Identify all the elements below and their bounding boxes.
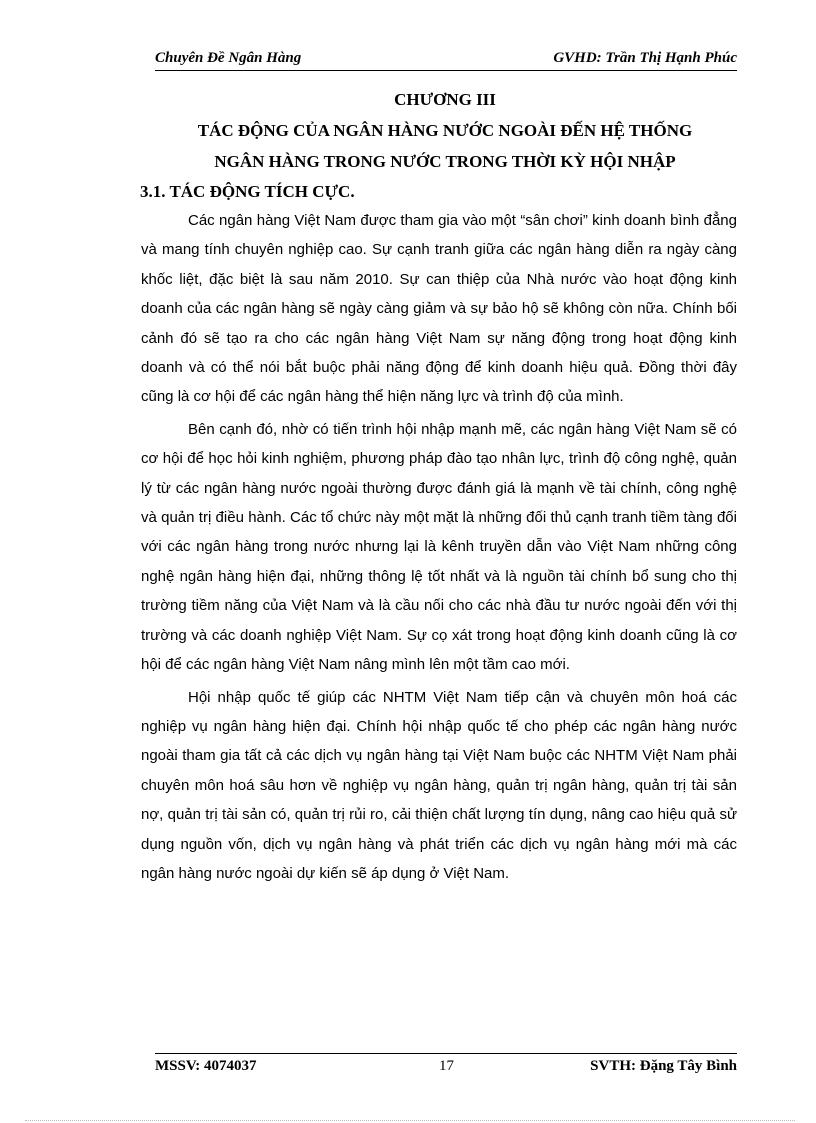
section-heading: 3.1. TÁC ĐỘNG TÍCH CỰC.: [140, 182, 355, 201]
paragraph-1: Các ngân hàng Việt Nam được tham gia vào một “sân chơi” kinh doanh bình đẳng và mang tính chuyên nghiệp cao. Sự cạnh tranh giữa các ngân hàng diễn ra ngày càng khốc liệt, đặc biệt là sau năm 2010. Sự can thiệp của Nhà nước vào hoạt động kinh doanh của các ngân hàng sẽ ngày càng giảm và sự bảo hộ sẽ không còn nữa. Chính bối cảnh đó sẽ tạo ra cho các ngân hàng Việt Nam sự năng động trong hoạt động kinh doanh và có thể nói bắt buộc phải năng động để kinh doanh hiệu quả. Đồng thời đây cũng là cơ hội để các ngân hàng thể hiện năng lực và trình độ của mình.: [141, 212, 737, 406]
page-number: 17: [439, 1058, 454, 1074]
footer-student-name: SVTH: Đặng Tây Bình: [590, 1058, 737, 1074]
page-bottom-divider: [25, 1120, 795, 1121]
paragraph-2: Bên cạnh đó, nhờ có tiến trình hội nhập mạnh mẽ, các ngân hàng Việt Nam sẽ có cơ hội để học hỏi kinh nghiệm, phương pháp đào tạo nhân lực, trình độ công nghệ, quản lý từ các ngân hàng nước ngoài thường được đánh giá là mạnh về tài chính, công nghệ và quản trị điều hành. Các tổ chức này một mặt là những đối thủ cạnh tranh tiềm tàng đối với các ngân hàng trong nước nhưng lại là kênh truyền dẫn vào Việt Nam những công nghệ ngân hàng hiện đại, những thông lệ tốt nhất và là nguồn tài chính bổ sung cho thị trường tiềm năng của Việt Nam và là cầu nối cho các nhà đầu tư nước ngoài đến với thị trường và các doanh nghiệp Việt Nam. Sự cọ xát trong hoạt động kinh doanh cũng là cơ hội để các ngân hàng Việt Nam nâng mình lên một tầm cao mới.: [141, 420, 737, 674]
body-text: [141, 206, 737, 891]
chapter-number: CHƯƠNG III: [394, 90, 496, 109]
page-header: [155, 50, 737, 71]
page-footer: [155, 1053, 737, 1076]
footer-student-id: MSSV: 4074037: [155, 1058, 257, 1074]
paragraph-3: Hội nhập quốc tế giúp các NHTM Việt Nam tiếp cận và chuyên môn hoá các nghiệp vụ ngân hàng hiện đại. Chính hội nhập quốc tế cho phép các ngân hàng nước ngoài tham gia tất cả các dịch vụ ngân hàng tại Việt Nam buộc các NHTM Việt Nam phải chuyên môn hoá sâu hơn về nghiệp vụ ngân hàng, quản trị ngân hàng, quản trị tài sản nợ, quản trị tài sản có, quản trị rủi ro, cải thiện chất lượng tín dụng, nâng cao hiệu quả sử dụng nguồn vốn, dịch vụ ngân hàng và phát triển các dịch vụ ngân hàng mới mà các ngân hàng nước ngoài dự kiến sẽ áp dụng ở Việt Nam.: [141, 688, 737, 882]
chapter-title-line-2: NGÂN HÀNG TRONG NƯỚC TRONG THỜI KỲ HỘI NHẬP: [214, 152, 676, 171]
header-subject: Chuyên Đề Ngân Hàng: [155, 50, 302, 66]
header-advisor: GVHD: Trần Thị Hạnh Phúc: [553, 50, 737, 66]
chapter-title-line-1: TÁC ĐỘNG CỦA NGÂN HÀNG NƯỚC NGOÀI ĐẾN HỆ THỐNG: [197, 121, 693, 140]
